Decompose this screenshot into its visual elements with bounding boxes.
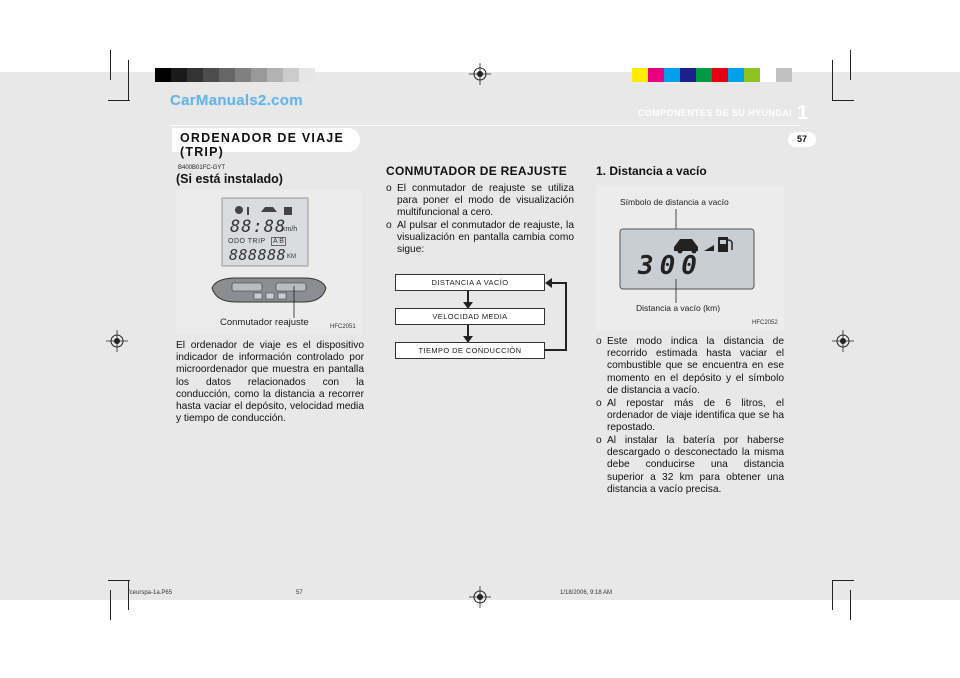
bullet-marker: o	[596, 336, 602, 347]
calibration-swatch	[680, 68, 696, 82]
bullet-marker: o	[386, 183, 392, 194]
reset-bullet-text: Al pulsar el conmutador de reajuste, la visualización en pantalla cambia como sigue:	[397, 220, 574, 256]
registration-mark-icon	[832, 330, 854, 352]
section-code: B400B01FC-GYT	[178, 165, 226, 171]
watermark-link[interactable]: CarManuals2.com	[170, 92, 303, 109]
calibration-swatch	[712, 68, 728, 82]
distance-bullet	[596, 336, 784, 397]
distance-bullet-text: Al instalar la batería por haberse descargado o desconectado la misma debe conducirse una distancia superior a 32 km para obtener una distancia a vacío precisa.	[607, 435, 784, 495]
distance-bullet-text: Al repostar más de 6 litros, el ordenador de viaje identifica que se ha repostado.	[607, 398, 784, 434]
calibration-swatch	[299, 68, 315, 82]
crop-mark	[128, 60, 129, 100]
registration-mark-icon	[469, 586, 491, 608]
display-ab: A B	[273, 238, 284, 245]
chapter-number: 1	[797, 102, 809, 124]
registration-mark-icon	[106, 330, 128, 352]
calibration-swatch	[648, 68, 664, 82]
value-label: Distancia a vacío (km)	[636, 303, 721, 313]
section-header: COMPONENTES DE SU HYUNDAI	[637, 108, 792, 118]
footer-date: 1/18/2006, 9:18 AM	[560, 590, 613, 596]
reset-bullet-text: El conmutador de reajuste se utiliza para poner el modo de visualización multifuncional a cero.	[397, 183, 574, 219]
distance-title: 1. Distancia a vacío	[596, 164, 707, 178]
calibration-swatch	[251, 68, 267, 82]
distance-display-value: 300	[638, 251, 703, 281]
registration-mark-icon	[469, 63, 491, 85]
calibration-swatch	[744, 68, 760, 82]
trip-title	[180, 131, 344, 159]
header-divider	[170, 125, 800, 126]
page-number: 57	[788, 132, 816, 147]
calibration-swatch	[776, 68, 792, 82]
crop-mark	[850, 50, 851, 80]
trip-title-line2: (TRIP)	[180, 145, 224, 159]
footer-page: 57	[296, 590, 303, 596]
calibration-swatch	[187, 68, 203, 82]
display-odometer: 888888	[229, 246, 287, 264]
crop-mark	[832, 100, 854, 101]
grayscale-calibration-bar	[155, 68, 315, 82]
reset-title: CONMUTADOR DE REAJUSTE	[386, 164, 568, 178]
calibration-swatch	[696, 68, 712, 82]
color-calibration-bar	[632, 68, 792, 82]
reset-switch-drawing	[176, 190, 362, 334]
calibration-swatch	[155, 68, 171, 82]
display-time: 88:88	[230, 217, 287, 237]
trip-subtitle: (Si está instalado)	[176, 172, 283, 186]
display-km-unit: KM	[287, 254, 296, 260]
calibration-swatch	[267, 68, 283, 82]
crop-mark	[832, 60, 833, 100]
bullet-marker: o	[386, 220, 392, 231]
distance-bullet	[596, 398, 784, 435]
calibration-swatch	[235, 68, 251, 82]
figure-caption: HFC2052	[752, 320, 778, 326]
crop-mark	[108, 100, 130, 101]
reset-bullet	[386, 220, 574, 257]
crop-mark	[108, 580, 130, 581]
distance-bullet	[596, 435, 784, 496]
calibration-swatch	[219, 68, 235, 82]
trip-title-line1: ORDENADOR DE VIAJE	[180, 131, 344, 145]
distance-bullet-text: Este modo indica la distancia de recorrido estimada hasta vaciar el combustible que se encuentra en ese momento en el depósito y el símbolo de distancia a vacío.	[607, 336, 784, 396]
calibration-swatch	[632, 68, 648, 82]
calibration-swatch	[664, 68, 680, 82]
figure-caption: HFC2051	[330, 324, 356, 330]
calibration-swatch	[760, 68, 776, 82]
calibration-swatch	[171, 68, 187, 82]
trip-computer-illustration	[176, 190, 362, 334]
crop-mark	[110, 590, 111, 620]
footer-file: fceurspa-1a.P65	[128, 590, 173, 596]
crop-mark	[850, 590, 851, 620]
crop-mark	[832, 580, 833, 610]
trip-description: El ordenador de viaje es el dispositivo indicador de información controlado por microordenador que muestra en pantalla los datos relacionados con la conducción, como la distancia a recorrer hasta vaciar el depósito, velocidad media y tiempo de conducción.	[176, 340, 364, 425]
calibration-swatch	[728, 68, 744, 82]
calibration-swatch	[283, 68, 299, 82]
reset-bullet	[386, 183, 574, 220]
calibration-swatch	[203, 68, 219, 82]
bullet-marker: o	[596, 435, 602, 446]
display-odo-trip: ODO TRIP	[228, 238, 266, 245]
symbol-label: Símbolo de distancia a vacío	[620, 197, 729, 207]
distance-illustration	[596, 185, 784, 330]
bullet-marker: o	[596, 398, 602, 409]
crop-mark	[832, 580, 854, 581]
flow-step-driving-time: TIEMPO DE CONDUCCIÓN	[395, 342, 545, 359]
flow-step-average-speed: VELOCIDAD MEDIA	[395, 308, 545, 325]
display-speed-unit: km/h	[282, 226, 298, 233]
flow-step-distance: DISTANCIA A VACÍO	[395, 274, 545, 291]
reset-switch-label: Conmutador reajuste	[220, 317, 309, 328]
crop-mark	[110, 50, 111, 80]
